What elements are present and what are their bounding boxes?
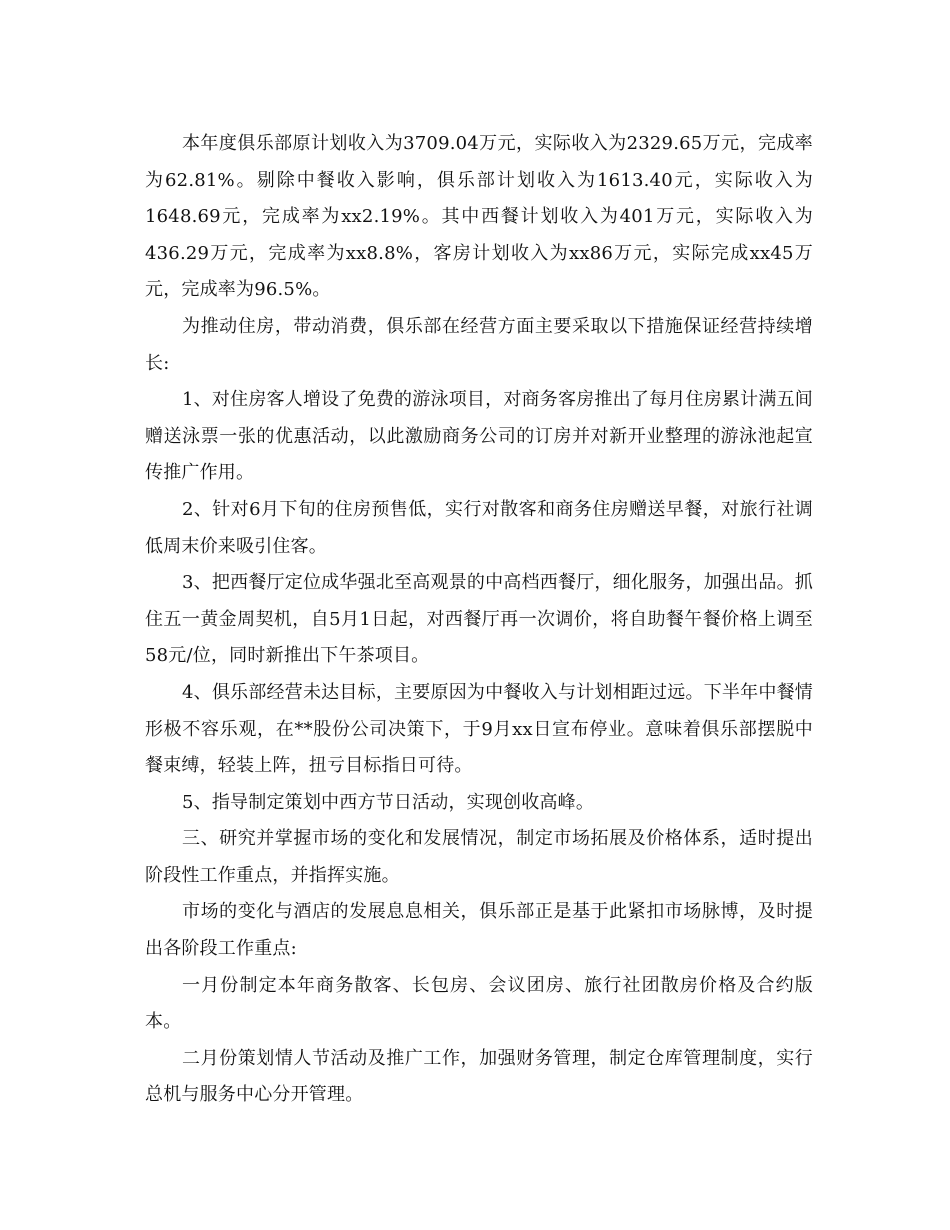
paragraph-measure-4: 4、俱乐部经营未达目标，主要原因为中餐收入与计划相距过远。下半年中餐情形极不容乐观，在**股份公司决策下，于9月xx日宣布停业。意味着俱乐部摆脱中餐束缚，轻装上阵，扭亏目标指日可待。	[145, 681, 813, 777]
paragraph-measure-3: 3、把西餐厅定位成华强北至高观景的中高档西餐厅，细化服务，加强出品。抓住五一黄金周契机，自5月1日起，对西餐厅再一次调价，将自助餐午餐价格上调至58元/位，同时新推出下午茶项目。	[145, 572, 813, 667]
paragraph-measure-1: 1、对住房客人增设了免费的游泳项目，对商务客房推出了每月住房累计满五间赠送泳票一张的优惠活动，以此激励商务公司的订房并对新开业整理的游泳池起宣传推广作用。	[145, 389, 813, 484]
paragraph-revenue-summary: 本年度俱乐部原计划收入为3709.04万元，实际收入为2329.65万元，完成率为62.81%。剔除中餐收入影响，俱乐部计划收入为1613.40元，实际收入为1648.69元，完成率为xx2.19%。其中西餐计划收入为401万元，实际收入为436.29万元，完成率为xx8.8%，客房计划收入为xx86万元，实际完成xx45万元，完成率为96.5%。	[145, 133, 813, 301]
paragraph-january: 一月份制定本年商务散客、长包房、会议团房、旅行社团散房价格及合约版本。	[145, 974, 813, 1033]
paragraph-measures-intro: 为推动住房，带动消费，俱乐部在经营方面主要采取以下措施保证经营持续增长:	[145, 315, 813, 374]
paragraph-market-intro: 市场的变化与酒店的发展息息相关，俱乐部正是基于此紧扣市场脉博，及时提出各阶段工作重点:	[145, 901, 813, 960]
paragraph-section-three: 三、研究并掌握市场的变化和发展情况，制定市场拓展及价格体系，适时提出阶段性工作重点，并指挥实施。	[145, 828, 813, 886]
paragraph-february: 二月份策划情人节活动及推广工作，加强财务管理，制定仓库管理制度，实行总机与服务中心分开管理。	[145, 1047, 813, 1106]
paragraph-measure-2: 2、针对6月下旬的住房预售低，实行对散客和商务住房赠送早餐，对旅行社调低周末价来吸引住客。	[145, 498, 813, 557]
document-body	[145, 126, 813, 1114]
paragraph-measure-5: 5、指导制定策划中西方节日活动，实现创收高峰。	[182, 791, 595, 813]
